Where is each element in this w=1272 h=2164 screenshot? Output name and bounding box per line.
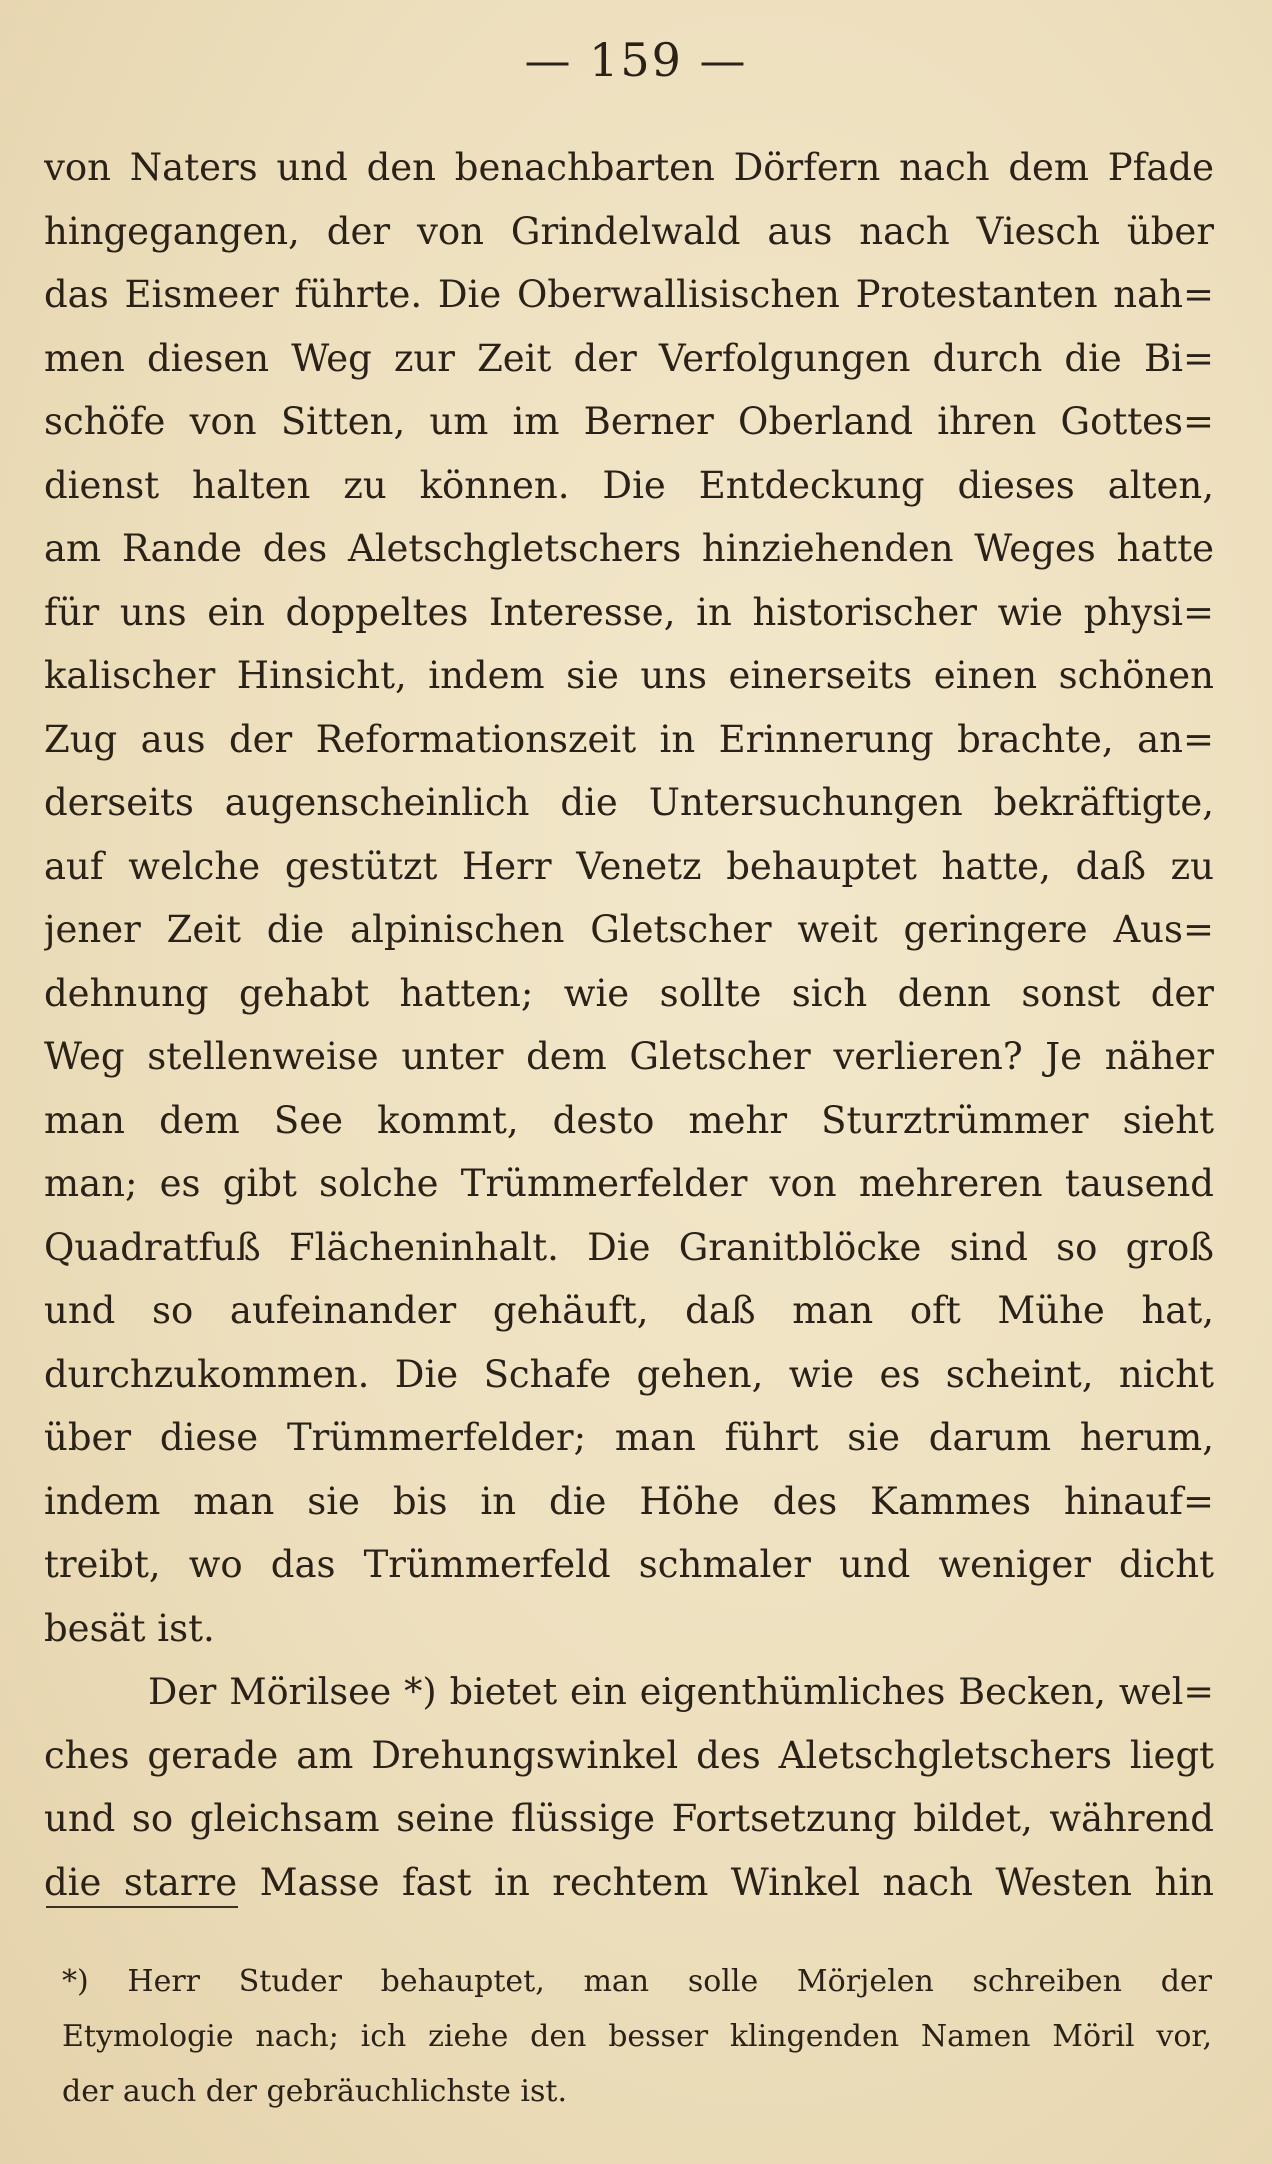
text-line: hingegangen, der von Grindelwald aus nach Viesch über xyxy=(44,209,1214,253)
text-line: Weg stellenweise unter dem Gletscher verlieren? Je näher xyxy=(44,1035,1214,1078)
body-text xyxy=(44,136,1214,1914)
footnote-line: *) Herr Studer behauptet, man solle Mörjelen schreiben der xyxy=(62,1964,1212,1999)
text-line: man; es gibt solche Trümmerfelder von mehreren tausend xyxy=(44,1162,1214,1205)
text-line: treibt, wo das Trümmerfeld schmaler und weniger dicht xyxy=(44,1543,1214,1586)
text-line: indem man sie bis in die Höhe des Kammes hinauf= xyxy=(44,1479,1214,1523)
footnote-divider xyxy=(46,1906,238,1908)
text-line: men diesen Weg zur Zeit der Verfolgungen durch die Bi= xyxy=(44,336,1214,380)
text-line: dienst halten zu können. Die Entdeckung dieses alten, xyxy=(44,463,1214,507)
text-line: jener Zeit die alpinischen Gletscher weit geringere Aus= xyxy=(44,908,1214,951)
text-line: Zug aus der Reformationszeit in Erinnerung brachte, an= xyxy=(44,717,1214,761)
text-line: ches gerade am Drehungswinkel des Aletschgletschers liegt xyxy=(44,1733,1214,1777)
text-line: auf welche gestützt Herr Venetz behauptet hatte, daß zu xyxy=(44,844,1214,888)
text-line: am Rande des Aletschgletschers hinziehenden Weges hatte xyxy=(44,527,1214,570)
text-line: für uns ein doppeltes Interesse, in historischer wie physi= xyxy=(44,590,1214,634)
text-line: das Eismeer führte. Die Oberwallisischen Protestanten nah= xyxy=(44,273,1214,316)
text-line: von Naters und den benachbarten Dörfern nach dem Pfade xyxy=(44,146,1214,189)
text-line: derseits augenscheinlich die Untersuchungen bekräftigte, xyxy=(44,781,1214,824)
page-number: — 159 — xyxy=(524,33,748,87)
text-line: Quadratfuß Flächeninhalt. Die Granitblöcke sind so groß xyxy=(44,1225,1214,1269)
text-line: durchzukommen. Die Schafe gehen, wie es scheint, nicht xyxy=(44,1352,1214,1396)
text-line: und so gleichsam seine flüssige Fortsetzung bildet, während xyxy=(44,1797,1214,1840)
text-line: die starre Masse fast in rechtem Winkel nach Westen hin xyxy=(44,1860,1214,1904)
text-line: man dem See kommt, desto mehr Sturztrümmer sieht xyxy=(44,1098,1214,1142)
footnote-line: der auch der gebräuchlichste ist. xyxy=(62,2074,568,2109)
text-line: Der Mörilsee *) bietet ein eigenthümliches Becken, wel= xyxy=(148,1670,1214,1713)
text-line: über diese Trümmerfelder; man führt sie darum herum, xyxy=(44,1416,1214,1459)
footnote xyxy=(62,1954,1212,2119)
text-line: und so aufeinander gehäuft, daß man oft Mühe hat, xyxy=(44,1289,1214,1332)
text-line: dehnung gehabt hatten; wie sollte sich denn sonst der xyxy=(44,971,1214,1015)
text-line: schöfe von Sitten, um im Berner Oberland ihren Gottes= xyxy=(44,400,1214,443)
text-line: besät ist. xyxy=(44,1606,215,1650)
text-line: kalischer Hinsicht, indem sie uns einerseits einen schönen xyxy=(44,654,1214,697)
footnote-line: Etymologie nach; ich ziehe den besser klingenden Namen Möril vor, xyxy=(62,2019,1212,2054)
